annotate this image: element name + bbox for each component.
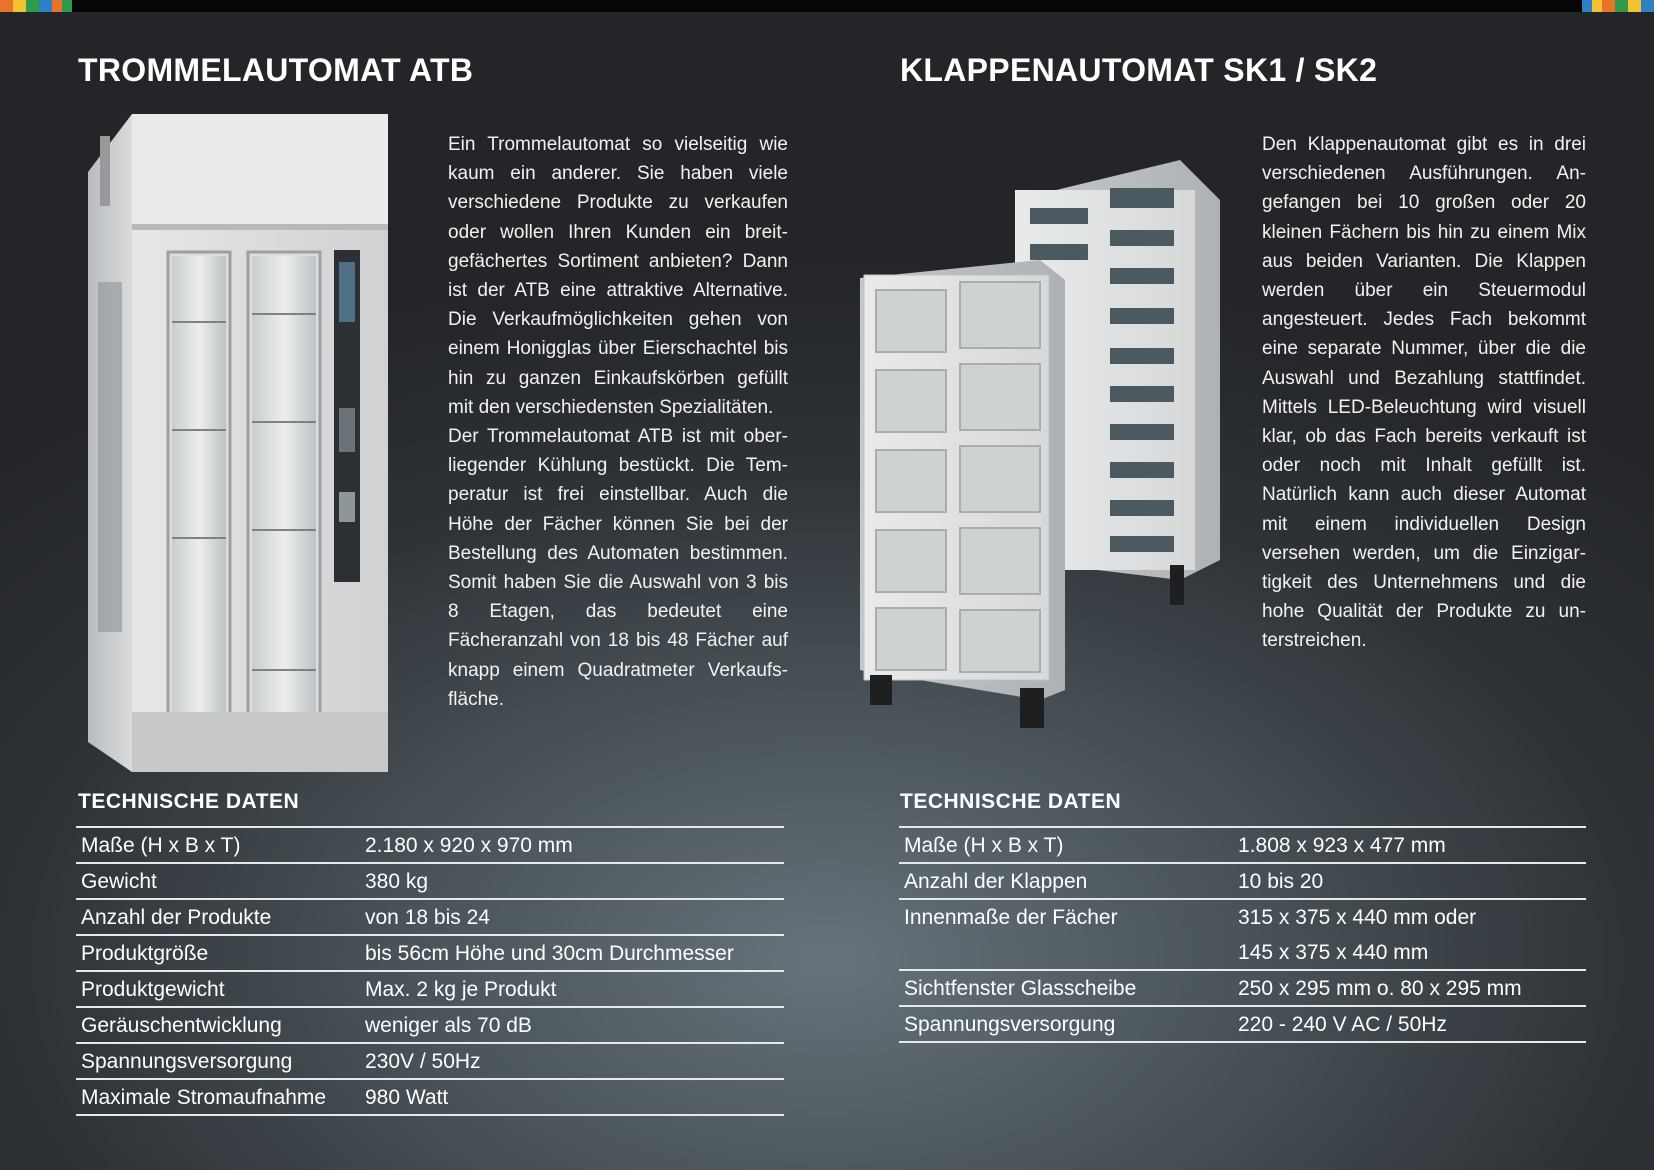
- table-row: [899, 1007, 1586, 1043]
- spec-label: Innenmaße der Fächer: [904, 906, 1118, 929]
- spec-value: 980 Watt: [365, 1086, 449, 1109]
- sk-paragraph: Den Klappenautomat gibt es in drei verschiedenen Ausführungen. Angefangen bei 10 großen oder 20 kleinen Fächern bis hin zu einem Mix aus beiden Varianten. Die Klappen werden über ein Steuermodul angesteuert. Jedes Fach bekommt eine separate Nummer, über die die Auswahl und Bezahlung stattfindet. Mittels LED-Beleuchtung wird visuell klar, ob das Fach bereits verkauft ist oder noch mit Inhalt gefüllt ist. Natürlich kann auch dieser Automat mit einem individuellen Design versehen werden, um die Einzigartigkeit des Unternehmens und die hohe Qualität der Produkte zu unterstreichen.: [1262, 134, 1586, 652]
- sk-tech-table: [899, 826, 1586, 1043]
- spec-value: bis 56cm Höhe und 30cm Durchmesser: [365, 942, 734, 965]
- spec-value: von 18 bis 24: [365, 906, 490, 929]
- spec-label: Sichtfenster Glasscheibe: [904, 977, 1137, 1000]
- spec-value: weniger als 70 dB: [365, 1014, 532, 1037]
- spec-value-line: 145 x 375 x 440 mm: [1238, 941, 1429, 964]
- spec-value: 230V / 50Hz: [365, 1050, 481, 1073]
- spec-value: 2.180 x 920 x 970 mm: [365, 834, 573, 857]
- table-row: [899, 864, 1586, 900]
- spec-label: Produktgewicht: [81, 978, 225, 1001]
- spec-label: Spannungsversorgung: [81, 1050, 293, 1073]
- atb-tech-table: [76, 826, 784, 1116]
- spec-label: Maße (H x B x T): [904, 834, 1064, 857]
- atb-tech-title: TECHNISCHE DATEN: [78, 790, 300, 813]
- sk-machine-image: [860, 160, 1235, 760]
- sk-title: KLAPPENAUTOMAT SK1 / SK2: [900, 52, 1378, 88]
- spec-label: Maße (H x B x T): [81, 834, 241, 857]
- table-row: [76, 1080, 784, 1116]
- spec-value: [1238, 900, 1476, 969]
- table-row: [76, 900, 784, 936]
- atb-title: TROMMELAUTOMAT ATB: [78, 52, 474, 88]
- spec-label: Geräuschentwicklung: [81, 1014, 282, 1037]
- table-row: [899, 828, 1586, 864]
- table-row: [76, 828, 784, 864]
- sk-description: [1262, 130, 1586, 656]
- table-row: [899, 971, 1586, 1007]
- spec-value: 380 kg: [365, 870, 429, 893]
- spec-label: Maximale Stromaufnahme: [81, 1086, 327, 1109]
- atb-paragraph: Der Trommelautomat ATB ist mit oberliegender Kühlung bestückt. Die Temperatur ist frei einstellbar. Auch die Höhe der Fächer können Sie bei der Bestellung des Automaten bestimmen. Somit haben Sie die Auswahl von 3 bis 8 Etagen, das bedeutet eine Fächeranzahl von 18 bis 48 Fächer auf knapp einem Quadratmeter Verkaufsfläche.: [448, 426, 788, 710]
- spec-value-line: 315 x 375 x 440 mm oder: [1238, 906, 1477, 929]
- spec-label: Anzahl der Klappen: [904, 870, 1088, 893]
- table-row: [76, 1044, 784, 1080]
- table-row: [899, 900, 1586, 971]
- atb-paragraph: Ein Trommelautomat so vielseitig wie kaum ein anderer. Sie haben viele verschiedene Produkte zu verkaufen oder wollen Ihren Kunden ein breitgefächertes Sortiment anbieten? Dann ist der ATB eine attraktive Alternative. Die Verkaufmöglichkeiten gehen von einem Honigglas über Eierschachtel bis hin zu ganzen Einkaufskörben gefüllt mit den verschiedensten Spezialitäten.: [448, 134, 788, 418]
- spec-value: 1.808 x 923 x 477 mm: [1238, 834, 1446, 857]
- brand-color-strip-right: [1582, 0, 1654, 12]
- spec-value: 220 - 240 V AC / 50Hz: [1238, 1013, 1447, 1036]
- spec-label: Gewicht: [81, 870, 157, 893]
- spec-value: 250 x 295 mm o. 80 x 295 mm: [1238, 977, 1522, 1000]
- table-row: [76, 972, 784, 1008]
- spec-value: Max. 2 kg je Produkt: [365, 978, 557, 1001]
- brand-color-strip-left: [0, 0, 72, 12]
- spec-value: 10 bis 20: [1238, 870, 1324, 893]
- spec-label: Spannungsversorgung: [904, 1013, 1116, 1036]
- atb-description: [448, 130, 788, 714]
- atb-machine-image: [80, 112, 390, 772]
- table-row: [76, 1008, 784, 1044]
- top-bar: [0, 0, 1654, 12]
- spec-label: Produktgröße: [81, 942, 209, 965]
- table-row: [76, 936, 784, 972]
- sk-tech-title: TECHNISCHE DATEN: [900, 790, 1122, 813]
- table-row: [76, 864, 784, 900]
- spec-label: Anzahl der Produkte: [81, 906, 272, 929]
